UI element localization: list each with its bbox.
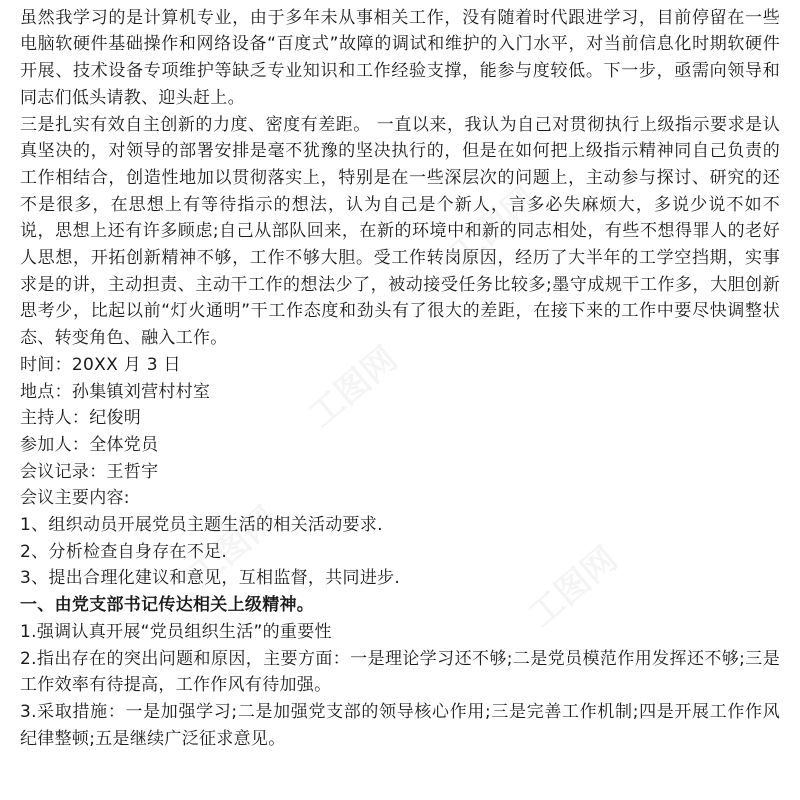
meeting-time: 时间：20XX 月 3 日	[20, 354, 181, 375]
paragraph-continuation	[20, 0, 780, 5]
meeting-place: 地点：孙集镇刘营村村室	[20, 381, 211, 402]
paragraph-innovation-gap: 三是扎实有效自主创新的力度、密度有差距。 一直以来，我认为自己对贯彻执行上级指示要求是认真坚决的，对领导的部署安排是毫不犹豫的坚决执行的，但是在如何把上级指示精神同自己负责的工作相结合，创造性地加以贯彻落实上，特别是在一些深层次的问题上，主动参与探讨、研究的还不是很多，在思想上有等待指示的想法，认为自己是个新人，言多必失麻烦大，多说少说不如不说，思想上还有许多顾虑;自己从部队回来，在新的环境中和新的同志相处，有些不想得罪人的老好人思想，开拓创新精神不够，工作不够大胆。受工作转岗原因，经历了大半年的工学空挡期，实事求是的讲，主动担责、主动干工作的想法少了，被动接受任务比较多;墨守成规干工作多，大胆创新思考少，比起以前“灯火通明”干工作态度和劲头有了很大的差距，在接下来的工作中要尽快调整状态、转变角色、融入工作。	[20, 114, 780, 349]
section-point: 1.强调认真开展“党员组织生活”的重要性	[20, 621, 332, 642]
paragraph-skills-gap: 虽然我学习的是计算机专业，由于多年未从事相关工作，没有随着时代跟进学习，目前停留在一些电脑软硬件基础操作和网络设备“百度式”故障的调试和维护的入门水平，对当前信息化时期软硬件开展、技术设备专项维护等缺乏专业知识和工作经验支撑，能参与度较低。下一步，亟需向领导和同志们低头请教、迎头赶上。	[20, 7, 780, 108]
meeting-item: 2、分析检查自身存在不足.	[20, 541, 228, 562]
section-point: 2.指出存在的突出问题和原因，主要方面：一是理论学习还不够;二是党员模范作用发挥还不够;三是工作效率有待提高，工作作风有待加强。	[20, 648, 780, 696]
meeting-attendees: 参加人：全体党员	[20, 434, 159, 455]
meeting-item: 3、提出合理化建议和意见，互相监督，共同进步.	[20, 568, 401, 589]
meeting-content-label: 会议主要内容:	[20, 488, 130, 509]
meeting-item: 1、组织动员开展党员主题生活的相关活动要求.	[20, 515, 383, 536]
section-heading: 一、由党支部书记传达相关上级精神。	[20, 595, 315, 616]
meeting-host: 主持人：纪俊明	[20, 408, 142, 429]
meeting-recorder: 会议记录：王哲宇	[20, 461, 159, 482]
document-page	[20, 0, 780, 752]
section-point: 3.采取措施：一是加强学习;二是加强党支部的领导核心作用;三是完善工作机制;四是开展工作作风纪律整顿;五是继续广泛征求意见。	[20, 701, 780, 749]
